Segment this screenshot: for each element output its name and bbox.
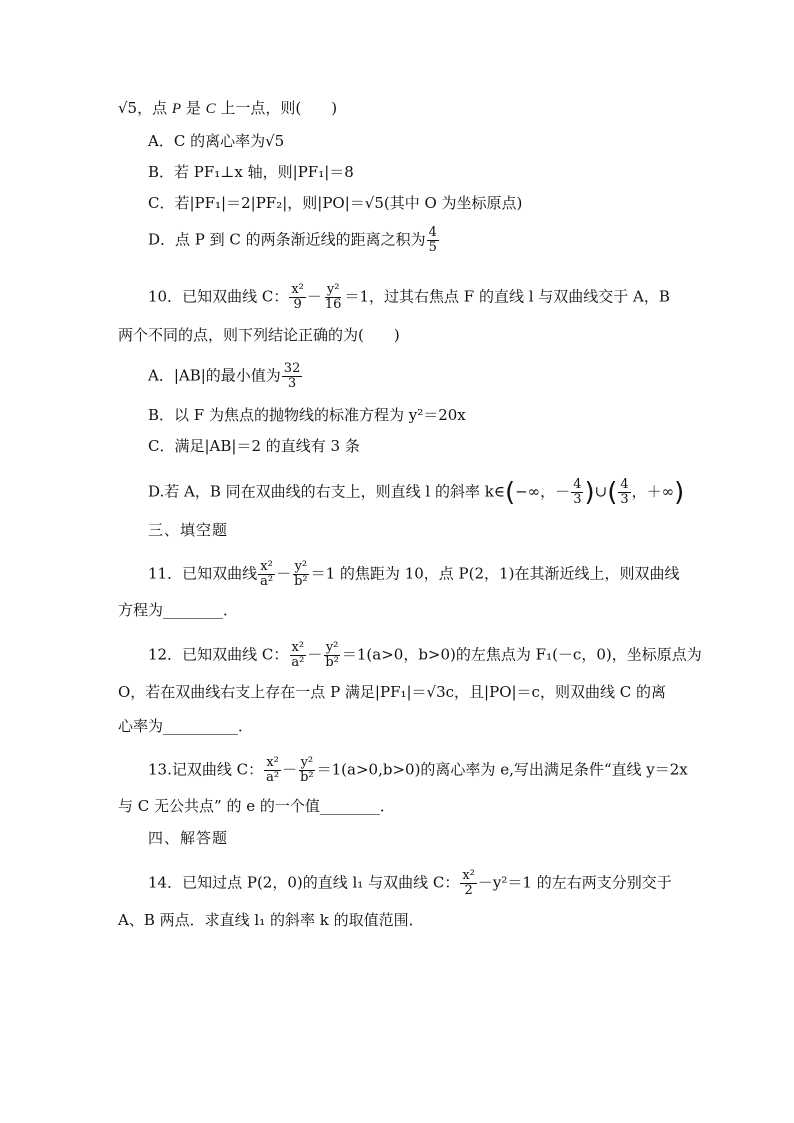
q13-fraction-x <box>264 756 281 785</box>
section-heading-solutions: 四、解答题 <box>148 829 229 847</box>
fraction-denominator: a² <box>260 574 274 589</box>
q10-option-a-text: A．|AB|的最小值为 <box>148 366 281 385</box>
q9-cont-a: √5，点 <box>118 99 172 117</box>
fraction-numerator: x² <box>462 868 475 883</box>
fraction-numerator: 4 <box>428 225 437 240</box>
q10-fraction-y <box>323 283 344 312</box>
q13-line2: 与 C 无公共点” 的 e 的一个值________． <box>118 797 395 815</box>
q10-option-d-interval1: −∞，－ <box>515 482 571 501</box>
q11-minus: － <box>276 564 292 583</box>
q12-line2: O，若在双曲线右支上存在一点 P 满足|PF₁|＝√3c，且|PO|＝c，则双曲线 C 的离 <box>118 683 666 701</box>
q9-option-d <box>148 226 440 255</box>
q9-option-c: C．若|PF₁|＝2|PF₂|，则|PO|＝√5(其中 O 为坐标原点) <box>148 194 523 212</box>
q9-continuation <box>118 98 337 119</box>
q13-minus: － <box>282 760 298 779</box>
fraction-denominator: 5 <box>428 240 437 255</box>
fraction-denominator: b² <box>300 770 314 785</box>
q14-stem <box>148 869 672 898</box>
q9-option-b: B．若 PF₁⊥x 轴，则|PF₁|＝8 <box>148 163 354 181</box>
right-paren: ) <box>584 477 595 508</box>
fraction-denominator: 3 <box>287 376 297 391</box>
fraction-numerator: 4 <box>620 477 629 492</box>
q9-option-a: A．C 的离心率为√5 <box>148 132 285 150</box>
q11-fraction-y <box>292 560 310 589</box>
left-paren: ( <box>607 477 618 508</box>
q9-cont-point: P <box>171 101 182 117</box>
q11-stem <box>148 560 679 589</box>
fraction-denominator: 3 <box>573 492 582 507</box>
q10-option-d-fraction1 <box>571 478 583 507</box>
q10-option-d-text: D.若 A，B 同在双曲线的右支上，则直线 l 的斜率 k∈ <box>148 482 505 501</box>
q14-suffix: －y²＝1 的左右两支分别交于 <box>477 873 672 892</box>
q12-minus: － <box>307 645 323 664</box>
q12-stem <box>148 641 702 670</box>
q14-prefix: 14．已知过点 P(2，0)的直线 l₁ 与双曲线 C： <box>148 873 460 892</box>
q10-option-a-fraction <box>282 362 303 391</box>
q12-fraction-y <box>323 641 341 670</box>
q12-line3: 心率为__________． <box>118 717 254 735</box>
q10-option-c: C．满足|AB|＝2 的直线有 3 条 <box>148 437 360 455</box>
fraction-numerator: x² <box>266 755 279 770</box>
q9-cont-c: 是 <box>181 99 206 117</box>
q13-stem <box>148 756 688 785</box>
q13-prefix: 13.记双曲线 C： <box>148 760 264 779</box>
fraction-numerator: x² <box>291 282 304 297</box>
q10-line2: 两个不同的点，则下列结论正确的为( ) <box>118 326 400 344</box>
fraction-numerator: y² <box>294 559 308 574</box>
fraction-numerator: y² <box>300 755 314 770</box>
q9-option-d-text: D．点 P 到 C 的两条渐近线的距离之积为 <box>148 230 426 249</box>
fraction-numerator: y² <box>325 640 339 655</box>
q10-prefix: 10．已知双曲线 C： <box>148 287 289 306</box>
q11-fraction-x <box>258 560 275 589</box>
q13-suffix: ＝1(a>0,b>0)的离心率为 e,写出满足条件“直线 y＝2x <box>316 760 688 779</box>
q14-line2: A、B 两点．求直线 l₁ 的斜率 k 的取值范围． <box>118 911 424 929</box>
fraction-denominator: a² <box>291 655 305 670</box>
fraction-denominator: 2 <box>464 883 473 898</box>
q10-option-a <box>148 362 303 391</box>
fraction-numerator: x² <box>291 640 305 655</box>
left-paren: ( <box>504 477 516 508</box>
q10-minus: － <box>306 287 322 306</box>
fraction-denominator: b² <box>325 655 339 670</box>
section-heading-fill-blank: 三、填空题 <box>148 521 229 539</box>
q12-fraction-x <box>289 641 306 670</box>
q10-suffix: ＝1，过其右焦点 F 的直线 l 与双曲线交于 A，B <box>344 287 670 306</box>
q12-suffix: ＝1(a>0，b>0)的左焦点为 F₁(－c，0)，坐标原点为 <box>341 645 702 664</box>
fraction-numerator: 4 <box>573 477 582 492</box>
q10-option-d <box>148 478 684 507</box>
fraction-numerator: 32 <box>283 361 301 376</box>
q10-option-d-fraction2 <box>618 478 630 507</box>
q13-fraction-y <box>298 756 316 785</box>
fraction-denominator: a² <box>266 770 280 785</box>
right-paren: ) <box>674 477 685 508</box>
union-symbol: ∪ <box>594 482 608 501</box>
q11-prefix: 11．已知双曲线 <box>148 564 258 583</box>
fraction-numerator: x² <box>260 559 273 574</box>
q12-prefix: 12．已知双曲线 C： <box>148 645 289 664</box>
q9-cont-curve: C <box>205 101 216 117</box>
q10-fraction-x <box>289 283 306 312</box>
fraction-denominator: 16 <box>324 297 342 312</box>
q11-suffix: ＝1 的焦距为 10，点 P(2，1)在其渐近线上，则双曲线 <box>310 564 680 583</box>
q10-option-b: B．以 F 为焦点的抛物线的标准方程为 y²＝20x <box>148 406 466 424</box>
fraction-denominator: 9 <box>293 297 302 312</box>
q10-option-d-interval2: ，＋∞ <box>631 482 675 501</box>
q14-fraction <box>460 869 477 898</box>
q9-cont-e: 上一点，则( ) <box>215 99 338 117</box>
fraction-numerator: y² <box>326 282 340 297</box>
q11-line2: 方程为________． <box>118 601 239 619</box>
fraction-denominator: b² <box>294 574 308 589</box>
q10-stem <box>148 283 670 312</box>
q9-option-d-fraction <box>427 226 439 255</box>
fraction-denominator: 3 <box>620 492 629 507</box>
